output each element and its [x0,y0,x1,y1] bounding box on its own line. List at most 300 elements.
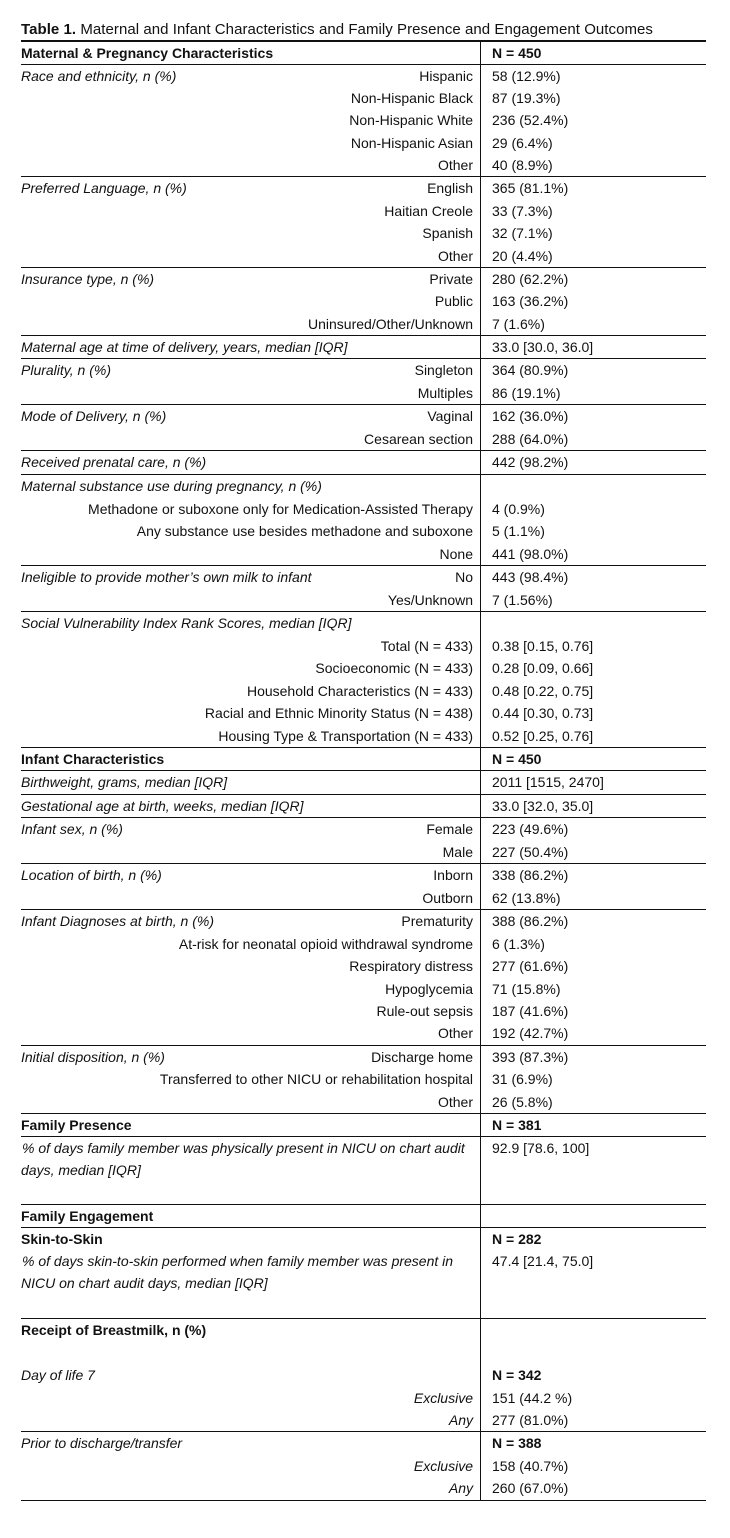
column-divider [480,725,481,747]
row-label: Infant Diagnoses at birth, n (%) [21,913,214,929]
row-value: 0.52 [0.25, 0.76] [492,728,594,744]
row-sublabel: Singleton [414,362,473,378]
row-sublabel: Spanish [422,225,473,241]
column-divider [480,933,481,955]
column-divider [480,864,481,887]
row-sublabel: Racial and Ethnic Minority Status (N = 438) [204,705,473,721]
row-sublabel: English [427,180,473,196]
table-row [21,450,706,474]
row-label-cell [21,154,479,176]
row-sublabel: Non-Hispanic Asian [350,135,473,151]
column-divider [480,222,481,245]
column-divider [480,748,481,770]
row-sublabel: Non-Hispanic White [349,112,473,128]
table-row [21,176,706,200]
table-row [21,245,706,267]
row-value: 92.9 [78.6, 100] [492,1140,590,1156]
row-value: N = 282 [492,1231,542,1247]
row-value: 5 (1.1%) [492,523,545,539]
row-label-cell [21,795,479,817]
row-value: N = 381 [492,1117,542,1133]
table-row [21,543,706,565]
column-divider [480,1387,481,1409]
column-divider [480,382,481,404]
row-label-cell [21,864,479,887]
row-label-cell [21,109,479,132]
column-divider [480,336,481,358]
table-caption [21,20,706,40]
row-sublabel: Exclusive [413,1390,473,1406]
row-label: Ineligible to provide mother’s own milk to infant [21,569,312,585]
row-label: Infant Characteristics [21,751,165,767]
row-label-cell [21,428,479,450]
row-label: Plurality, n (%) [21,362,111,378]
row-label-cell [21,87,479,109]
column-divider [480,1068,481,1091]
row-value: 7 (1.6%) [492,316,545,332]
row-sublabel: Private [429,271,473,287]
table-row [21,725,706,747]
row-value: 7 (1.56%) [492,592,553,608]
row-label: Receipt of Breastmilk, n (%) [21,1322,207,1338]
column-divider [480,1091,481,1113]
column-divider [480,1432,481,1455]
row-label: Insurance type, n (%) [21,271,155,287]
row-sublabel: Multiples [417,385,473,401]
row-label: Maternal age at time of delivery, years, median [IQR] [21,339,348,355]
row-sublabel: Methadone or suboxone only for Medication-Assisted Therapy [88,501,473,517]
row-label-cell [21,1319,479,1364]
row-value: 26 (5.8%) [492,1094,553,1110]
row-value: 277 (61.6%) [492,958,569,974]
row-sublabel: Uninsured/Other/Unknown [308,316,473,332]
row-label: Location of birth, n (%) [21,867,162,883]
column-divider [480,109,481,132]
row-label: Gestational age at birth, weeks, median [IQR] [21,798,304,814]
row-value: 0.28 [0.09, 0.66] [492,660,594,676]
row-label-cell [21,887,479,909]
table-row [21,1000,706,1022]
column-divider [480,520,481,543]
table-row [21,933,706,955]
row-sublabel: Haitian Creole [384,203,473,219]
table-row [21,680,706,702]
row-value: 192 (42.7%) [492,1025,569,1041]
row-value: 223 (49.6%) [492,821,569,837]
row-label-cell [21,955,479,978]
row-value: 58 (12.9%) [492,68,561,84]
row-sublabel: Respiratory distress [349,958,473,974]
row-value: 33.0 [32.0, 35.0] [492,798,594,814]
table-row [21,358,706,382]
table-row [21,222,706,245]
table-row [21,841,706,863]
column-divider [480,268,481,290]
table-row [21,474,706,498]
row-label-cell [21,748,479,770]
row-value: 40 (8.9%) [492,157,553,173]
row-label-cell [21,612,479,635]
row-label-cell [21,1409,479,1431]
row-label-cell [21,1114,479,1136]
row-label-cell [21,543,479,565]
row-label-cell [21,65,479,87]
row-sublabel: Vaginal [427,408,473,424]
row-value: 4 (0.9%) [492,501,545,517]
column-divider [480,635,481,657]
column-divider [480,87,481,109]
table-row [21,1068,706,1091]
column-divider [480,475,481,498]
row-sublabel: At-risk for neonatal opioid withdrawal syndrome [178,936,473,952]
column-divider [480,795,481,817]
table-row [21,909,706,933]
table-row [21,382,706,404]
row-label-cell [21,910,479,933]
row-value: 86 (19.1%) [492,385,561,401]
table-caption-text: Maternal and Infant Characteristics and Family Presence and Engagement Outcomes [76,21,653,38]
row-value: 260 (67.0%) [492,1480,569,1496]
table-document [21,20,706,1501]
row-sublabel: Other [437,157,473,173]
row-label-cell [21,405,479,428]
row-sublabel: Housing Type & Transportation (N = 433) [218,728,473,744]
row-value: 87 (19.3%) [492,90,561,106]
row-label-cell [21,1137,479,1204]
column-divider [480,132,481,154]
row-label: Birthweight, grams, median [IQR] [21,774,228,790]
row-value: 33.0 [30.0, 36.0] [492,339,594,355]
row-sublabel: Any [448,1480,473,1496]
row-label-cell [21,1091,479,1113]
row-label-cell [21,680,479,702]
row-label-cell [21,635,479,657]
row-value: N = 388 [492,1435,542,1451]
row-label: Race and ethnicity, n (%) [21,68,177,84]
table-row [21,1318,706,1364]
row-sublabel: Other [437,1094,473,1110]
row-label-cell [21,359,479,382]
table-row [21,887,706,909]
row-label-cell [21,589,479,611]
table-row [21,520,706,543]
row-value: 443 (98.4%) [492,569,569,585]
table-row [21,1250,706,1318]
table-row [21,565,706,589]
row-label-cell [21,725,479,747]
table-row [21,1022,706,1045]
column-divider [480,612,481,635]
column-divider [480,543,481,565]
table-row [21,955,706,978]
row-sublabel: Exclusive [413,1458,473,1474]
row-label-cell [21,702,479,725]
row-value: 236 (52.4%) [492,112,569,128]
table-caption-label: Table 1. [21,21,77,38]
table-row [21,1045,706,1068]
row-label-cell [21,978,479,1000]
row-sublabel: Cesarean section [364,431,473,447]
column-divider [480,65,481,87]
row-value: 162 (36.0%) [492,408,569,424]
row-label: % of days skin-to-skin performed when family member was present in NICU on chart audit days, median [IQR] [21,1253,454,1291]
row-label-cell [21,475,479,498]
column-divider [480,910,481,933]
row-value: 442 (98.2%) [492,454,569,470]
column-divider [480,1228,481,1250]
row-label: Initial disposition, n (%) [21,1049,165,1065]
table-row [21,1364,706,1387]
row-value: 71 (15.8%) [492,981,561,997]
row-sublabel: Female [426,821,473,837]
table-row [21,428,706,450]
row-label-cell [21,313,479,335]
row-label-cell [21,1046,479,1068]
row-sublabel: Hypoglycemia [385,981,473,997]
column-divider [480,313,481,335]
row-value: 364 (80.9%) [492,362,569,378]
row-label: Maternal substance use during pregnancy, n (%) [21,478,322,494]
row-label: % of days family member was physically present in NICU on chart audit days, median [IQR] [21,1140,465,1178]
row-sublabel: Socioeconomic (N = 433) [315,660,473,676]
row-value: 163 (36.2%) [492,293,569,309]
row-label-cell [21,200,479,222]
column-divider [480,771,481,794]
row-value: 158 (40.7%) [492,1458,569,1474]
table-row [21,154,706,176]
row-label-cell [21,520,479,543]
row-sublabel: Prematurity [401,913,473,929]
column-divider [480,818,481,841]
table-row [21,611,706,635]
table-row [21,42,706,64]
table-row [21,1387,706,1409]
table-row [21,498,706,520]
row-sublabel: Other [437,1025,473,1041]
column-divider [480,200,481,222]
row-label-cell [21,566,479,589]
row-value: N = 342 [492,1367,542,1383]
row-label-cell [21,933,479,955]
table-row [21,290,706,313]
row-value: 0.48 [0.22, 0.75] [492,683,594,699]
row-label-cell [21,1228,479,1250]
table-row [21,1204,706,1227]
column-divider [480,1319,481,1364]
row-label-cell [21,1205,479,1227]
table-row [21,817,706,841]
row-label-cell [21,498,479,520]
column-divider [480,177,481,200]
column-divider [480,451,481,474]
row-label: Family Engagement [21,1208,154,1224]
row-sublabel: Rule-out sepsis [376,1003,473,1019]
row-value: N = 450 [492,45,542,61]
row-label-cell [21,841,479,863]
row-label-cell [21,1364,479,1387]
column-divider [480,359,481,382]
row-label-cell [21,268,479,290]
row-value: 47.4 [21.4, 75.0] [492,1253,594,1269]
row-label-cell [21,657,479,680]
row-label-cell [21,1000,479,1022]
row-sublabel: Male [442,844,473,860]
column-divider [480,1205,481,1227]
column-divider [480,566,481,589]
column-divider [480,1250,481,1318]
row-sublabel: Total (N = 433) [380,638,473,654]
row-label-cell [21,1022,479,1045]
column-divider [480,1000,481,1022]
row-label: Mode of Delivery, n (%) [21,408,167,424]
row-label-cell [21,222,479,245]
table-row [21,1455,706,1477]
table-row [21,313,706,335]
row-label: Received prenatal care, n (%) [21,454,207,470]
table-row [21,109,706,132]
table-row [21,978,706,1000]
row-label-cell [21,1477,479,1500]
row-label: Skin-to-Skin [21,1231,103,1247]
row-value: 20 (4.4%) [492,248,553,264]
table-row [21,747,706,770]
column-divider [480,680,481,702]
column-divider [480,1409,481,1431]
column-divider [480,589,481,611]
row-sublabel: Hispanic [419,68,473,84]
table-row [21,1113,706,1136]
row-value: 277 (81.0%) [492,1412,569,1428]
row-sublabel: Yes/Unknown [387,592,473,608]
table-row [21,132,706,154]
column-divider [480,1114,481,1136]
column-divider [480,841,481,863]
row-sublabel: No [455,569,473,585]
column-divider [480,1455,481,1477]
table-row [21,657,706,680]
row-label: Infant sex, n (%) [21,821,123,837]
table-row [21,87,706,109]
table-row [21,404,706,428]
table-row [21,863,706,887]
row-value: 6 (1.3%) [492,936,545,952]
row-label-cell [21,1250,479,1318]
column-divider [480,405,481,428]
row-sublabel: Non-Hispanic Black [350,90,473,106]
row-label-cell [21,177,479,200]
row-value: 29 (6.4%) [492,135,553,151]
row-value: 280 (62.2%) [492,271,569,287]
row-label: Preferred Language, n (%) [21,180,187,196]
table-row [21,794,706,817]
row-label-cell [21,42,479,64]
row-sublabel: Outborn [422,890,473,906]
row-value: 151 (44.2 %) [492,1390,573,1406]
row-sublabel: None [439,546,473,562]
row-sublabel: Public [434,293,473,309]
row-value: 187 (41.6%) [492,1003,569,1019]
table-row [21,64,706,87]
characteristics-table [21,40,706,1501]
column-divider [480,428,481,450]
column-divider [480,1046,481,1068]
row-label: Day of life 7 [21,1367,95,1383]
table-row [21,1136,706,1204]
table-row [21,1227,706,1250]
row-value: 338 (86.2%) [492,867,569,883]
row-value: 0.38 [0.15, 0.76] [492,638,594,654]
table-row [21,267,706,290]
row-value: N = 450 [492,751,542,767]
row-label-cell [21,382,479,404]
row-sublabel: Other [437,248,473,264]
column-divider [480,1137,481,1204]
table-row [21,335,706,358]
row-label: Prior to discharge/transfer [21,1435,183,1451]
row-label-cell [21,336,479,358]
row-label: Family Presence [21,1117,132,1133]
row-sublabel: Discharge home [371,1049,473,1065]
table-row [21,702,706,725]
row-value: 31 (6.9%) [492,1071,553,1087]
row-value: 365 (81.1%) [492,180,569,196]
row-label-cell [21,451,479,474]
row-value: 0.44 [0.30, 0.73] [492,705,594,721]
row-label: Social Vulnerability Index Rank Scores, median [IQR] [21,615,352,631]
column-divider [480,978,481,1000]
row-value: 288 (64.0%) [492,431,569,447]
table-row [21,770,706,794]
column-divider [480,245,481,267]
column-divider [480,498,481,520]
row-label-cell [21,1455,479,1477]
row-label-cell [21,818,479,841]
table-row [21,635,706,657]
row-sublabel: Transferred to other NICU or rehabilitation hospital [159,1071,473,1087]
column-divider [480,887,481,909]
column-divider [480,42,481,64]
column-divider [480,1022,481,1045]
column-divider [480,1477,481,1500]
row-sublabel: Household Characteristics (N = 433) [246,683,473,699]
row-value: 33 (7.3%) [492,203,553,219]
row-sublabel: Any [448,1412,473,1428]
table-row [21,200,706,222]
table-row [21,1431,706,1455]
row-sublabel: Any substance use besides methadone and suboxone [136,523,473,539]
row-label-cell [21,1387,479,1409]
row-value: 227 (50.4%) [492,844,569,860]
row-label-cell [21,1068,479,1091]
row-label-cell [21,771,479,794]
row-value: 441 (98.0%) [492,546,569,562]
row-sublabel: Inborn [433,867,473,883]
row-label-cell [21,245,479,267]
row-label-cell [21,1432,479,1455]
row-value: 2011 [1515, 2470] [492,774,604,790]
row-value: 388 (86.2%) [492,913,569,929]
row-value: 62 (13.8%) [492,890,561,906]
column-divider [480,154,481,176]
row-value: 393 (87.3%) [492,1049,569,1065]
row-value: 32 (7.1%) [492,225,553,241]
column-divider [480,702,481,725]
column-divider [480,955,481,978]
table-row [21,589,706,611]
column-divider [480,290,481,313]
column-divider [480,657,481,680]
table-row [21,1409,706,1431]
